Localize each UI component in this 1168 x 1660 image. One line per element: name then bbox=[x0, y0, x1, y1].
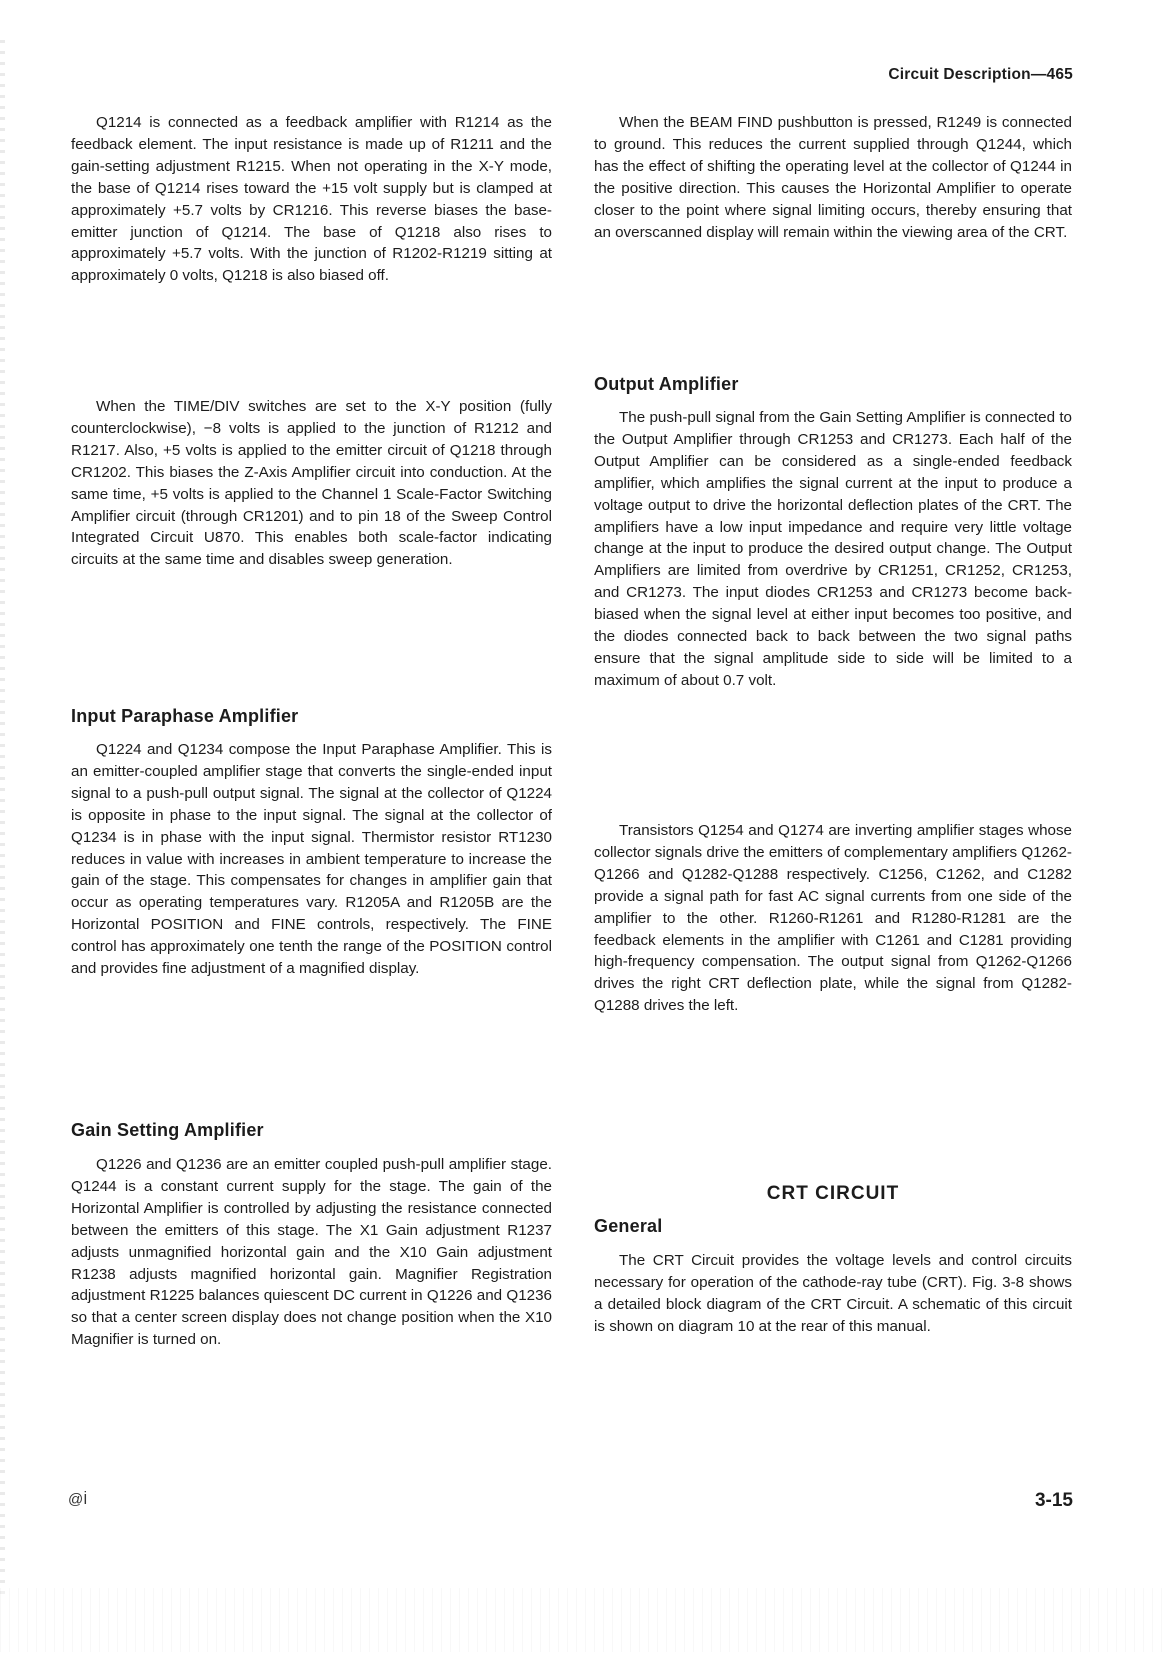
general-heading: General bbox=[594, 1216, 663, 1236]
publisher-logo-icon: @İ bbox=[68, 1491, 88, 1508]
page-number: 3-15 bbox=[1034, 1490, 1073, 1511]
output-amplifier-paragraph: The push-pull signal from the Gain Setting Amplifier is connected to the Output Amplifier through CR1253 and CR1273. Each half of the Output Amplifier can be considered as a single-ended feedback amplifier, which amplifies the signal current at the input to produce a voltage output to drive the horizontal deflection plates of the CRT. The amplifiers have a low input impedance and require very little voltage change at the input to produce the desired output change. The Output Amplifiers are limited from overdrive by CR1251, CR1252, CR1253, and CR1273. The input diodes CR1253 and CR1273 become back-biased when the signal level at either input becomes too positive, and the diodes connected back to back between the two signal paths ensure that the signal amplitude side to side will be limited to a maximum of about 0.7 volt. bbox=[594, 409, 1072, 689]
xy-mode-block bbox=[71, 396, 552, 571]
scan-binding-edge bbox=[0, 40, 5, 1600]
transistors-paragraph: Transistors Q1254 and Q1274 are inverting amplifier stages whose collector signals drive the emitters of complementary amplifiers Q1262-Q1266 and Q1282-Q1288 respectively. C1256, C1262, and C1282 provide a signal path for fast AC signal currents from one side of the amplifier to the other. R1260-R1261 and R1280-R1281 are the feedback elements in the amplifier with C1261 and C1281 providing high-frequency compensation. The output signal from Q1262-Q1266 drives the right CRT deflection plate, while the signal from Q1282-Q1288 drives the left. bbox=[594, 822, 1072, 1015]
input-paraphase-paragraph: Q1224 and Q1234 compose the Input Paraphase Amplifier. This is an emitter-coupled amplifier stage that converts the single-ended input signal to a push-pull output signal. The signal at the collector of Q1224 is opposite in phase to the input signal. The signal at the collector of Q1234 is in phase with the input signal. Thermistor resistor RT1230 reduces in value with increases in ambient temperature to increase the gain of the stage. This compensates for changes in amplifier gain that occur as operating temperatures vary. R1205A and R1205B are the Horizontal POSITION and FINE controls, respectively. The FINE control has approximately one tenth the range of the POSITION control and provides fine adjustment of a magnified display. bbox=[71, 741, 552, 978]
feedback-amplifier-paragraph: Q1214 is connected as a feedback amplifier with R1214 as the feedback element. The input resistance is made up of R1211 and the gain-setting adjustment R1215. When not operating in the X-Y mode, the base of Q1214 rises toward the +15 volt supply but is clamped at approximately +5.7 volts by CR1216. This reverse biases the base-emitter junction of Q1214. The base of Q1218 also rises to approximately +5.7 volts. With the junction of R1202-R1219 sitting at approximately 0 volts, Q1218 is also biased off. bbox=[71, 114, 552, 285]
output-amplifier-heading: Output Amplifier bbox=[594, 374, 739, 394]
feedback-amplifier-block bbox=[71, 112, 552, 287]
xy-mode-paragraph: When the TIME/DIV switches are set to the X-Y position (fully counterclockwise), −8 volts is applied to the junction of R1212 and R1217. Also, +5 volts is applied to the emitter circuit of Q1218 through CR1202. This biases the Z-Axis Amplifier circuit into conduction. At the same time, +5 volts is applied to the Channel 1 Scale-Factor Switching Amplifier circuit (through CR1201) and to pin 18 of the Sweep Control Integrated Circuit U870. This enables both scale-factor indicating circuits at the same time and disables sweep generation. bbox=[71, 398, 552, 569]
gain-setting-block bbox=[71, 1154, 552, 1351]
input-paraphase-block bbox=[71, 739, 552, 980]
crt-general-block bbox=[594, 1250, 1072, 1338]
input-paraphase-heading: Input Paraphase Amplifier bbox=[71, 706, 299, 726]
output-amplifier-block bbox=[594, 407, 1072, 692]
scan-noise-strip bbox=[0, 1588, 1168, 1652]
crt-circuit-title: CRT CIRCUIT bbox=[766, 1183, 900, 1204]
beam-find-block bbox=[594, 112, 1072, 243]
gain-setting-paragraph: Q1226 and Q1236 are an emitter coupled push-pull amplifier stage. Q1244 is a constant current supply for the stage. The gain of the Horizontal Amplifier is controlled by adjusting the resistance connected between the emitters of this stage. The X1 Gain adjustment R1237 adjusts unmagnified horizontal gain and the X10 Gain adjustment R1238 adjusts magnified horizontal gain. Magnifier Registration adjustment R1225 balances quiescent DC current in Q1226 and Q1236 so that a center screen display does not change position when the X10 Magnifier is turned on. bbox=[71, 1156, 552, 1349]
running-title: Circuit Description—465 bbox=[888, 66, 1073, 83]
gain-setting-heading: Gain Setting Amplifier bbox=[71, 1120, 264, 1140]
crt-general-paragraph: The CRT Circuit provides the voltage levels and control circuits necessary for operation of the cathode-ray tube (CRT). Fig. 3-8 shows a detailed block diagram of the CRT Circuit. A schematic of this circuit is shown on diagram 10 at the rear of this manual. bbox=[594, 1252, 1072, 1335]
transistors-block bbox=[594, 820, 1072, 1017]
beam-find-paragraph: When the BEAM FIND pushbutton is pressed, R1249 is connected to ground. This reduces the current supplied through Q1244, which has the effect of shifting the operating level at the collector of Q1244 in the positive direction. This causes the Horizontal Amplifier to operate closer to the point where signal limiting occurs, thereby ensuring that an overscanned display will remain within the viewing area of the CRT. bbox=[594, 114, 1072, 241]
